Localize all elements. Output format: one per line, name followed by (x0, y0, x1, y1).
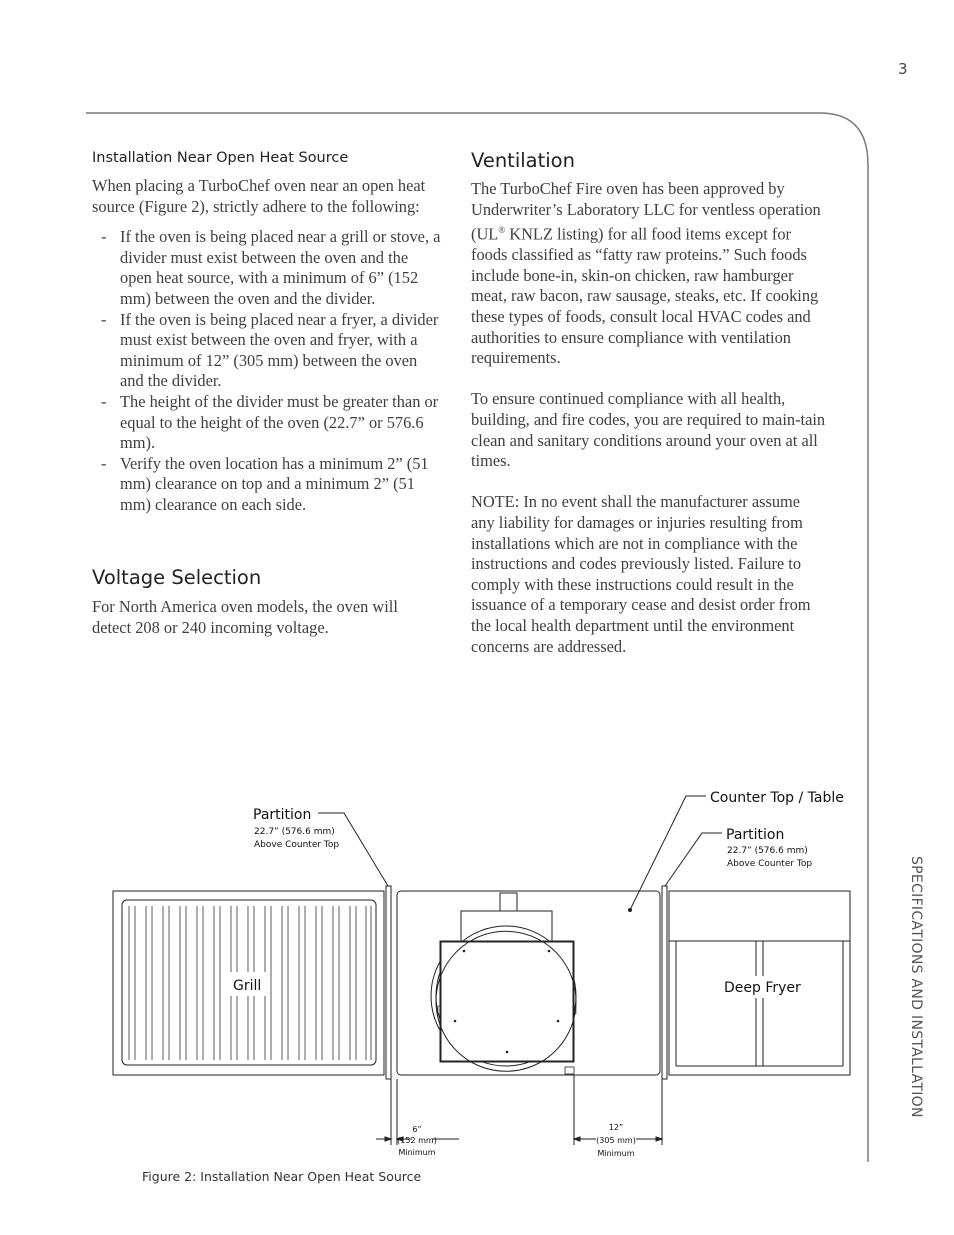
ventilation-heading: Ventilation (471, 149, 575, 172)
right-partition (662, 886, 667, 1079)
dim-right-value: 12” (608, 1123, 624, 1132)
section-side-tab: SPECIFICATIONS AND INSTALLATION (908, 856, 924, 1118)
list-bullet: - (101, 227, 107, 247)
dimension-right (574, 1075, 662, 1145)
left-partition (386, 886, 391, 1079)
dim-left-mm: (152 mm) (397, 1136, 437, 1145)
voltage-text: For North America oven models, the oven will detect 208 or 240 incoming voltage. (92, 597, 398, 637)
counter-top-label: Counter Top / Table (710, 790, 844, 806)
list-bullet: - (101, 391, 107, 411)
list-item-text: If the oven is being placed near a grill or stove, a divider must exist between the oven and the open heat source, with a minimum of 6” (152 mm) between the oven and the divider. (120, 227, 441, 308)
open-heat-heading: Installation Near Open Heat Source (92, 150, 349, 166)
grill-label: Grill (233, 978, 262, 994)
partition-right-label: Partition (726, 827, 785, 843)
deep-fryer-label: Deep Fryer (724, 980, 801, 996)
partition-left-label: Partition (253, 807, 312, 823)
list-bullet: - (101, 309, 107, 329)
list-item-text: If the oven is being placed near a fryer, a divider must exist between the oven and fryer, with a minimum of 12” (305 mm) between the oven and the divider. (120, 309, 439, 391)
dim-right-mm: (305 mm) (596, 1136, 636, 1145)
ventilation-para-2: To ensure continued compliance with all health, building, and fire codes, you are required to main-tain clean and sanitary conditions around your oven at all times. (471, 389, 826, 471)
partition-left-height: 22.7” (576.6 mm) (254, 827, 335, 837)
leader-right-partition (665, 833, 722, 886)
page-number: 3 (898, 60, 908, 78)
partition-right-height: 22.7” (576.6 mm) (727, 846, 808, 856)
oven (431, 893, 576, 1074)
list-bullet: - (101, 453, 107, 473)
list-item-text: The height of the divider must be greater than or equal to the height of the oven (22.7” or 576.6 mm). (120, 391, 439, 453)
voltage-heading: Voltage Selection (92, 566, 262, 589)
dim-right-note: Minimum (597, 1149, 635, 1158)
figure-caption: Figure 2: Installation Near Open Heat Source (142, 1169, 422, 1184)
partition-right-note: Above Counter Top (727, 859, 813, 869)
ventilation-para-1-start: The TurboChef Fire oven has been approved by Underwriter’s Laboratory LLC for ventless operation (UL (471, 179, 821, 244)
leader-counter-top (630, 796, 706, 910)
partition-left-note: Above Counter Top (254, 840, 340, 850)
registered-mark: ® (498, 225, 506, 236)
dim-left-value: 6” (412, 1125, 422, 1134)
open-heat-intro: When placing a TurboChef oven near an open heat source (Figure 2), strictly adhere to the following: (92, 176, 426, 216)
list-item-text: Verify the oven location has a minimum 2” (51 mm) clearance on top and a minimum 2” (51 mm) clearance on each side. (120, 453, 429, 514)
ventilation-note: NOTE: In no event shall the manufacturer assume any liability for damages or injuries resulting from installations which are not in compliance with the instructions and codes previously listed. Failure to comply with these instructions could result in the issuance of a temporary cease and desist order from the local health department until the environment concerns are addressed. (471, 492, 811, 656)
dim-left-note: Minimum (398, 1148, 436, 1157)
ventilation-para-1-end: KNLZ listing) for all food items except for foods classified as “fatty raw proteins.” Such foods include bone-in, skin-on chicken, raw hamburger meat, raw bacon, raw sausage, steaks, etc. If cooking these types of foods, consult local HVAC codes and authorities to ensure compliance with ventilation requirements. (471, 224, 819, 368)
